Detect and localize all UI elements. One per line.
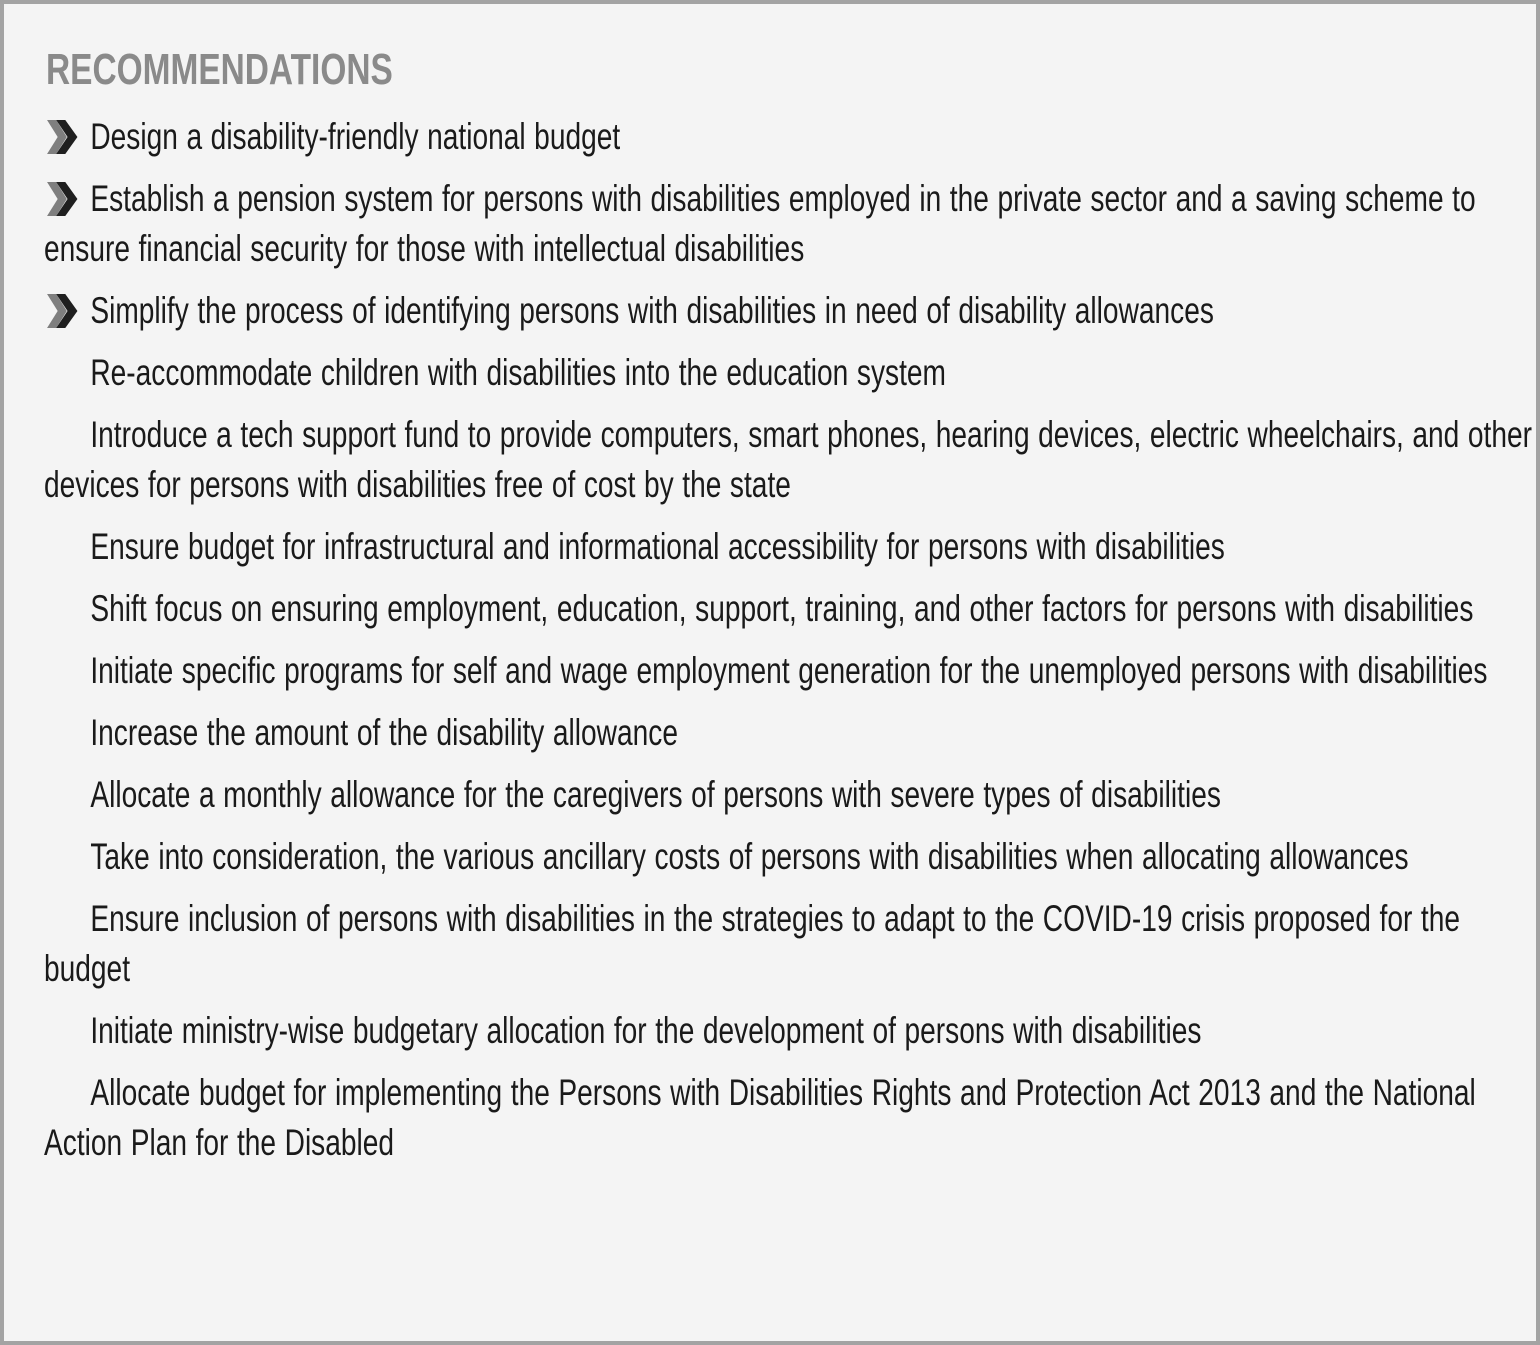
list-item bbox=[44, 286, 1540, 336]
recommendations-list bbox=[44, 112, 1540, 1180]
list-item bbox=[44, 770, 1540, 820]
list-item-text: Allocate budget for implementing the Persons with Disabilities Rights and Protection Act 2013 and the National Action Plan for the Disabled bbox=[44, 1072, 1476, 1163]
list-item-text: Re-accommodate children with disabilities into the education system bbox=[90, 352, 946, 393]
list-item-text: Simplify the process of identifying persons with disabilities in need of disability allowances bbox=[90, 290, 1214, 331]
list-item bbox=[44, 894, 1540, 994]
list-item bbox=[44, 584, 1540, 634]
list-item bbox=[44, 646, 1540, 696]
list-item bbox=[44, 522, 1540, 572]
list-item bbox=[44, 708, 1540, 758]
list-item-text: Initiate ministry-wise budgetary allocation for the development of persons with disabilities bbox=[90, 1010, 1202, 1051]
list-item-text: Ensure budget for infrastructural and informational accessibility for persons with disabilities bbox=[90, 526, 1225, 567]
list-item bbox=[44, 832, 1540, 882]
list-item-text: Introduce a tech support fund to provide computers, smart phones, hearing devices, electric wheelchairs, and other devices for persons with disabilities free of cost by the state bbox=[44, 414, 1532, 505]
list-item bbox=[44, 1068, 1540, 1168]
chevron-right-icon bbox=[44, 292, 82, 330]
list-item-text: Design a disability-friendly national budget bbox=[90, 116, 621, 157]
chevron-right-icon bbox=[44, 180, 82, 218]
list-item-text: Shift focus on ensuring employment, education, support, training, and other factors for persons with disabilities bbox=[90, 588, 1474, 629]
box-title: RECOMMENDATIONS bbox=[46, 45, 393, 94]
list-item bbox=[44, 410, 1540, 510]
list-item-text: Establish a pension system for persons with disabilities employed in the private sector and a saving scheme to ensure financial security for those with intellectual disabilities bbox=[44, 178, 1476, 269]
list-item bbox=[44, 112, 1540, 162]
list-item bbox=[44, 1006, 1540, 1056]
list-item bbox=[44, 174, 1540, 274]
list-item-text: Take into consideration, the various ancillary costs of persons with disabilities when allocating allowances bbox=[90, 836, 1409, 877]
list-item-text: Ensure inclusion of persons with disabilities in the strategies to adapt to the COVID-19 crisis proposed for the budget bbox=[44, 898, 1460, 989]
list-item-text: Allocate a monthly allowance for the caregivers of persons with severe types of disabilities bbox=[90, 774, 1221, 815]
list-item-text: Initiate specific programs for self and wage employment generation for the unemployed persons with disabilities bbox=[90, 650, 1488, 691]
list-item-text: Increase the amount of the disability allowance bbox=[90, 712, 678, 753]
list-item bbox=[44, 348, 1540, 398]
chevron-right-icon bbox=[44, 118, 82, 156]
